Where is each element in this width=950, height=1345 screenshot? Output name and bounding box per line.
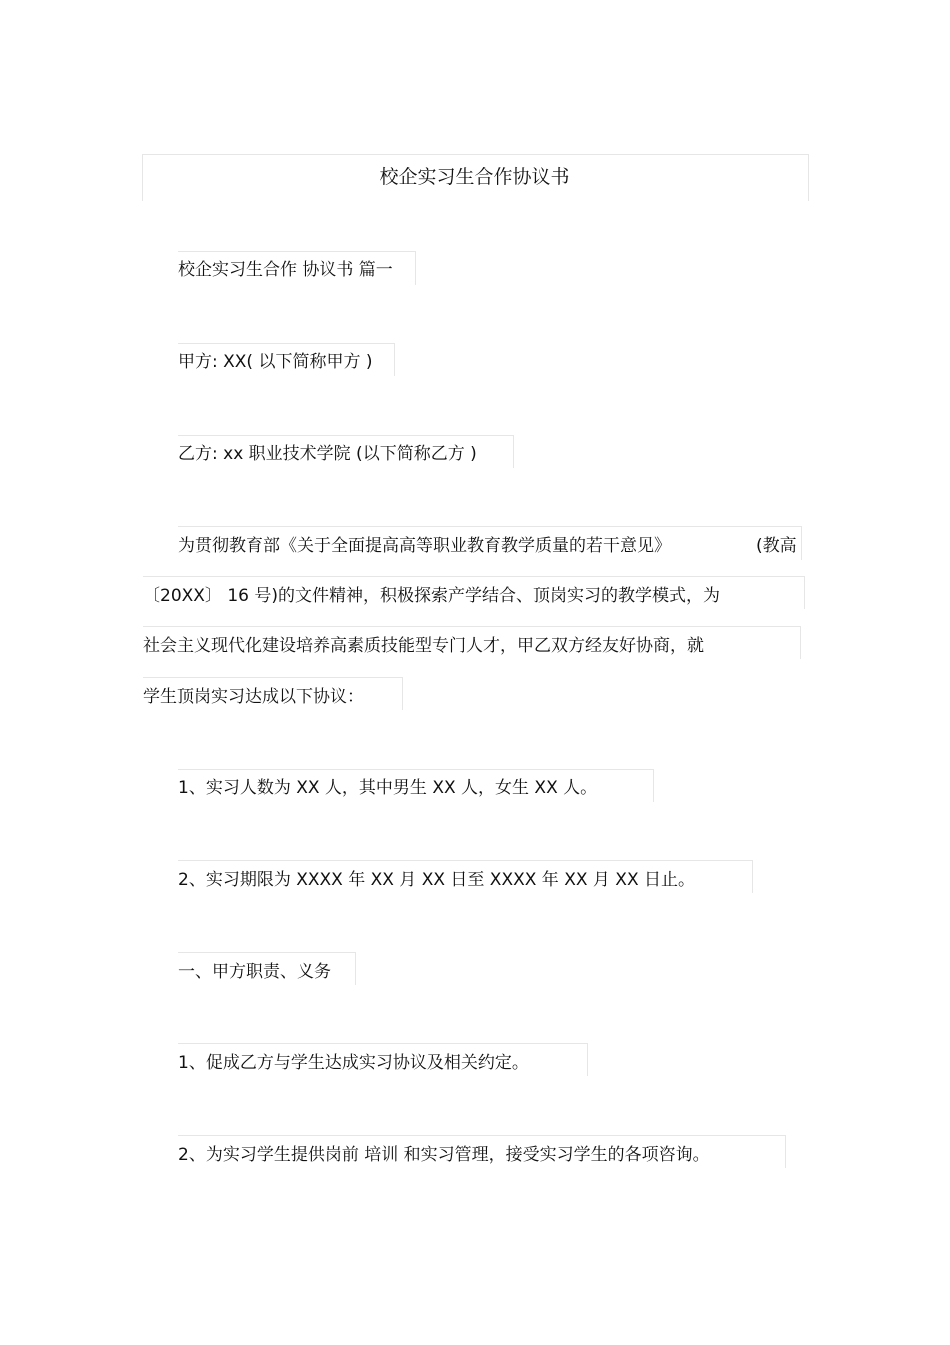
duty-1: 1、促成乙方与学生达成实习协议及相关约定。 — [178, 1053, 529, 1073]
preamble-line-3: 社会主义现代化建设培养高素质技能型专门人才，甲乙双方经友好协商，就 — [143, 636, 704, 656]
preamble-line-2: 〔20XX〕 16 号)的文件精神，积极探索产学结合、顶岗实习的教学模式，为 — [143, 586, 720, 606]
item-2: 2、实习期限为 XXXX 年 XX 月 XX 日至 XXXX 年 XX 月 XX 日止。 — [178, 870, 695, 890]
party-a: 甲方: XX( 以下简称甲方 ) — [178, 352, 373, 372]
duty-2: 2、为实习学生提供岗前 培训 和实习管理，接受实习学生的各项咨询。 — [178, 1145, 710, 1165]
section-a-heading: 一、甲方职责、义务 — [178, 962, 331, 982]
preamble-line-1: 为贯彻教育部《关于全面提高高等职业教育教学质量的若干意见》 — [178, 536, 671, 556]
item-1: 1、实习人数为 XX 人，其中男生 XX 人，女生 XX 人。 — [178, 778, 598, 798]
preamble-line-1-tail: (教高 — [756, 536, 797, 556]
party-b: 乙方: xx 职业技术学院 (以下简称乙方 ) — [178, 444, 477, 464]
document-subtitle: 校企实习生合作 协议书 篇一 — [178, 260, 393, 280]
document-title: 校企实习生合作协议书 — [379, 166, 570, 188]
preamble-line-4: 学生顶岗实习达成以下协议： — [143, 687, 364, 707]
